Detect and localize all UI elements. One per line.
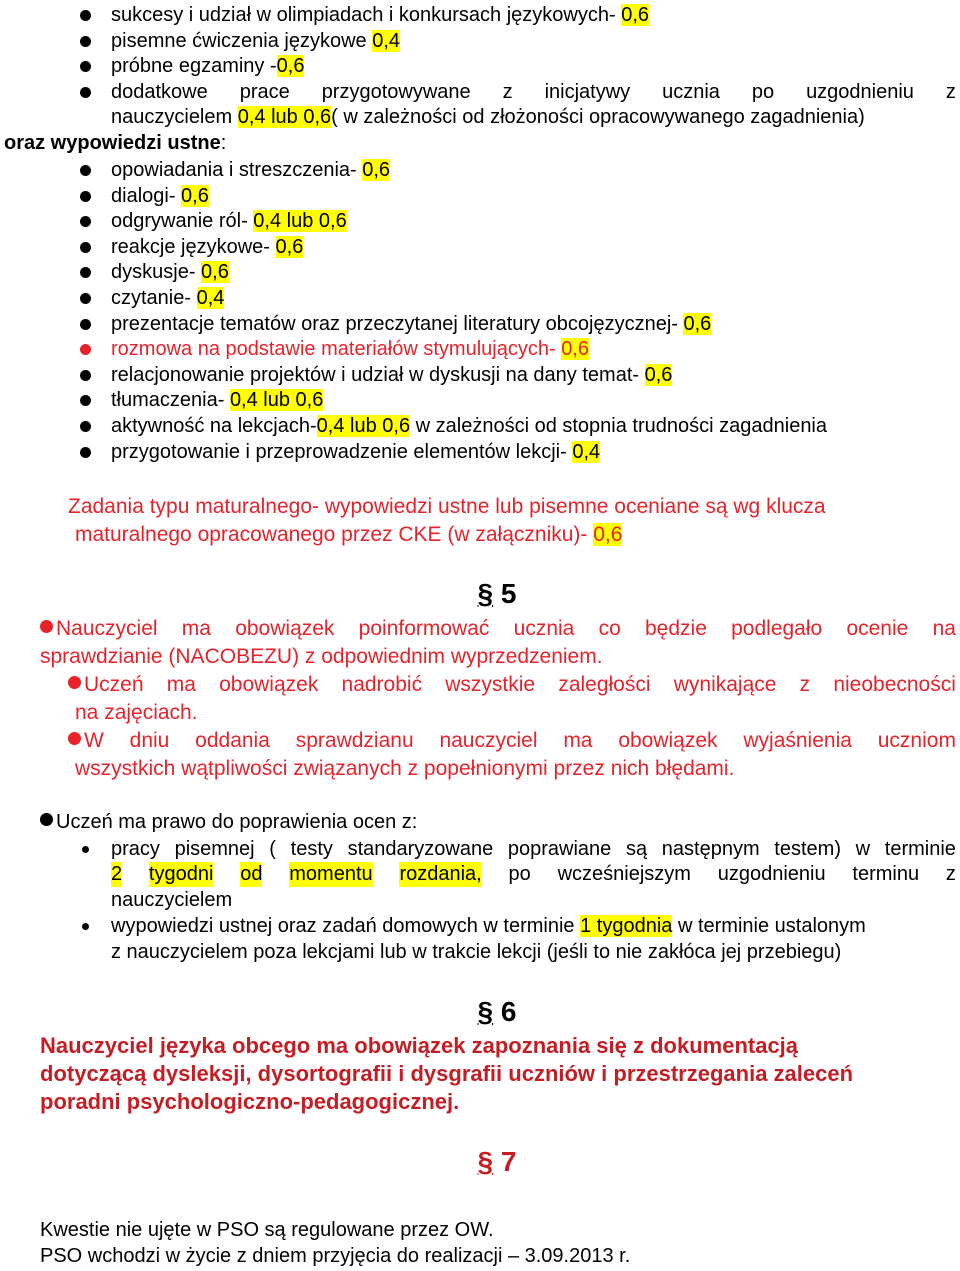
dysleksja-line3: poradni psychologiczno-pedagogicznej.	[40, 1089, 460, 1114]
wyjasnienia-line2: wszystkich wątpliwości związanych z popełnionymi przez nich błędami.	[75, 757, 735, 780]
word: po	[508, 863, 531, 885]
word: oddania	[195, 729, 270, 752]
item-text: pisemne ćwiczenia językowe	[111, 30, 373, 52]
weight-value: 0,6	[621, 4, 650, 26]
word: ma	[563, 729, 593, 752]
weight-value: 0,4 lub 0,6	[229, 389, 324, 411]
weight-value: 0,4	[372, 30, 401, 52]
word: nauczyciel	[439, 729, 538, 752]
weight-value: 0,6	[181, 185, 209, 207]
word: podlegało	[731, 617, 823, 640]
poprawa-item2-line1	[111, 914, 866, 939]
bullet-icon	[80, 267, 91, 278]
bullet-icon	[68, 732, 81, 745]
word: po	[751, 81, 775, 103]
word: prace	[239, 81, 290, 103]
weight-value: 0,4 lub 0,6	[237, 106, 332, 128]
section-sign: §	[477, 578, 494, 609]
word: na	[932, 617, 956, 640]
zaleglosci-line2: na zajęciach.	[75, 701, 198, 724]
word	[40, 615, 158, 643]
word: obowiązek	[219, 673, 319, 696]
nacobezu-line2: sprawdzianie (NACOBEZU) z odpowiednim wyprzedzeniem.	[40, 645, 603, 668]
text: ( w zależności od złożoności opracowywanego zagadnienia)	[331, 106, 865, 128]
word: poinformować	[358, 617, 490, 640]
section-6-heading	[0, 996, 960, 1028]
word: ma	[166, 673, 196, 696]
item-text: przygotowanie i przeprowadzenie elementów lekcji-	[111, 441, 573, 463]
bullet-icon	[80, 10, 91, 21]
dysleksja-line1: Nauczyciel języka obcego ma obowiązek zapoznania się z dokumentacją	[40, 1033, 799, 1058]
word: wynikające	[673, 673, 777, 696]
highlight-word: momentu	[289, 863, 373, 885]
section-5-heading	[0, 578, 960, 610]
text: nauczycielem	[111, 106, 238, 128]
word: wszystkie	[445, 673, 536, 696]
poprawa-item2-line2: z nauczycielem poza lekcjami lub w trakcie lekcji (jeśli to nie zakłóca jej przebiegu)	[111, 941, 842, 963]
poprawa-item1-line2	[111, 862, 956, 887]
word: dodatkowe	[111, 81, 208, 103]
word: (	[269, 838, 276, 860]
highlight-word: 1 tygodnia	[580, 915, 673, 937]
weight-value: 0,6	[276, 55, 305, 77]
word: terminie	[884, 838, 956, 860]
word: w	[855, 838, 871, 860]
highlight-word: rozdania,	[399, 863, 482, 885]
word: Nauczyciel	[56, 617, 158, 640]
bullet-icon	[80, 447, 91, 458]
item-text: opowiadania i streszczenia-	[111, 159, 363, 181]
weight-value: 0,6	[362, 159, 391, 181]
bullet-icon	[80, 165, 91, 176]
word: wyjaśnienia	[743, 729, 852, 752]
word: nieobecności	[833, 673, 956, 696]
additional-line2	[111, 105, 960, 130]
bullet-icon	[80, 242, 91, 253]
heading-text: Uczeń ma prawo do poprawienia ocen z:	[56, 811, 418, 833]
word: pisemnej	[174, 838, 255, 860]
item-text: sukcesy i udział w olimpiadach i konkursach językowych-	[111, 4, 622, 26]
word: z	[945, 81, 956, 103]
word: są	[625, 838, 648, 860]
bullet-icon	[80, 87, 91, 98]
highlight-word: tygodni	[148, 863, 214, 885]
bullet-icon	[82, 846, 89, 853]
bullet-icon	[82, 923, 89, 930]
nacobezu-line1	[40, 615, 956, 643]
word: z	[799, 673, 811, 696]
item-text: aktywność na lekcjach-	[111, 415, 317, 437]
highlight-word: od	[240, 863, 263, 885]
section-number: 5	[500, 578, 517, 609]
weight-value: 0,4 lub 0,6	[253, 210, 347, 232]
footer-line1: Kwestie nie ujęte w PSO są regulowane przez OW.	[40, 1219, 494, 1241]
weight-value: 0,6	[561, 338, 589, 360]
heading-colon: :	[220, 132, 227, 154]
bullet-icon	[80, 191, 91, 202]
word: ucznia	[513, 617, 575, 640]
weight-value: 0,6	[683, 313, 712, 335]
item-text: próbne egzaminy -	[111, 55, 277, 77]
word: ma	[181, 617, 211, 640]
section-number: 6	[500, 996, 517, 1027]
item-text: rozmowa na podstawie materiałów stymulujących-	[111, 338, 562, 360]
bullet-icon	[80, 293, 91, 304]
section-sign: §	[477, 996, 494, 1027]
section-7-heading	[0, 1146, 960, 1178]
section-sign: §	[477, 1146, 494, 1177]
word: ocenie	[846, 617, 909, 640]
item-text-suffix: w zależności od stopnia trudności zagadnienia	[410, 415, 828, 437]
dysleksja-line2: dotyczącą dysleksji, dysortografii i dysgrafii uczniów i przestrzegania zaleceń	[40, 1061, 854, 1086]
item-text: relacjonowanie projektów i udział w dyskusji na dany temat-	[111, 364, 645, 386]
word: Uczeń	[84, 673, 144, 696]
word: następnym	[661, 838, 760, 860]
word	[68, 671, 144, 699]
word: dniu	[129, 729, 170, 752]
bullet-icon	[40, 813, 53, 826]
bullet-icon	[40, 620, 53, 633]
oral-heading	[4, 131, 226, 156]
weight-value: 0,6	[201, 261, 229, 283]
section-number: 7	[500, 1146, 517, 1177]
bullet-icon	[80, 421, 91, 432]
bullet-icon	[80, 216, 91, 227]
bullet-icon	[80, 36, 91, 47]
bullet-icon	[80, 319, 91, 330]
word: zaległości	[558, 673, 651, 696]
word: ucznia	[662, 81, 720, 103]
word: poprawiane	[507, 838, 612, 860]
text: w terminie ustalonym	[672, 915, 866, 937]
item-text: prezentacje tematów oraz przeczytanej literatury obcojęzycznej-	[111, 313, 684, 335]
poprawa-item1-line3: nauczycielem	[111, 889, 233, 911]
word: będzie	[645, 617, 707, 640]
weight-value: 0,6	[644, 364, 673, 386]
item-text: dyskusje-	[111, 261, 202, 283]
word: uzgodnieniu	[806, 81, 914, 103]
word: obowiązek	[235, 617, 335, 640]
additional-line1	[111, 80, 956, 105]
word: uzgodnieniu	[717, 863, 826, 885]
text: maturalnego opracowanego przez CKE (w załączniku)-	[75, 523, 594, 546]
matura-line1: Zadania typu maturalnego- wypowiedzi ustne lub pisemne oceniane są wg klucza	[68, 495, 826, 518]
poprawa-heading	[40, 810, 417, 835]
word: W	[84, 729, 104, 752]
bullet-icon	[80, 61, 91, 72]
zaleglosci-line1	[68, 671, 956, 699]
poprawa-item1-line1	[111, 837, 956, 862]
word: inicjatywy	[544, 81, 631, 103]
word: z	[502, 81, 513, 103]
word: standaryzowane	[347, 838, 494, 860]
item-text: odgrywanie ról-	[111, 210, 254, 232]
word: przygotowywane	[321, 81, 471, 103]
item-text: dialogi-	[111, 185, 182, 207]
word: sprawdzianu	[295, 729, 414, 752]
item-text: reakcje językowe-	[111, 236, 276, 258]
weight-value: 0,6	[275, 236, 304, 258]
bullet-icon	[68, 676, 81, 689]
word: pracy	[111, 838, 160, 860]
word: obowiązek	[618, 729, 718, 752]
word: wcześniejszym	[557, 863, 691, 885]
word: uczniom	[877, 729, 956, 752]
weight-value: 0,6	[593, 523, 623, 546]
weight-value: 0,4	[572, 441, 601, 463]
text: wypowiedzi ustnej oraz zadań domowych w terminie	[111, 915, 581, 937]
weight-value: 0,4 lub 0,6	[316, 415, 411, 437]
item-text: czytanie-	[111, 287, 197, 309]
bullet-icon	[80, 344, 91, 355]
highlight-word: 2	[111, 863, 123, 885]
word: z	[945, 863, 956, 885]
footer-line2: PSO wchodzi w życie z dniem przyjęcia do realizacji – 3.09.2013 r.	[40, 1245, 631, 1267]
word: co	[598, 617, 621, 640]
wyjasnienia-line1	[68, 727, 956, 755]
item-text: tłumaczenia-	[111, 389, 230, 411]
weight-value: 0,4	[196, 287, 225, 309]
bullet-icon	[80, 395, 91, 406]
word: testy	[290, 838, 333, 860]
word: testem)	[774, 838, 841, 860]
heading-text: oraz wypowiedzi ustne	[4, 132, 221, 154]
word	[68, 727, 104, 755]
bullet-icon	[80, 370, 91, 381]
matura-line2	[75, 521, 622, 549]
word: nadrobić	[341, 673, 423, 696]
word: terminu	[852, 863, 920, 885]
